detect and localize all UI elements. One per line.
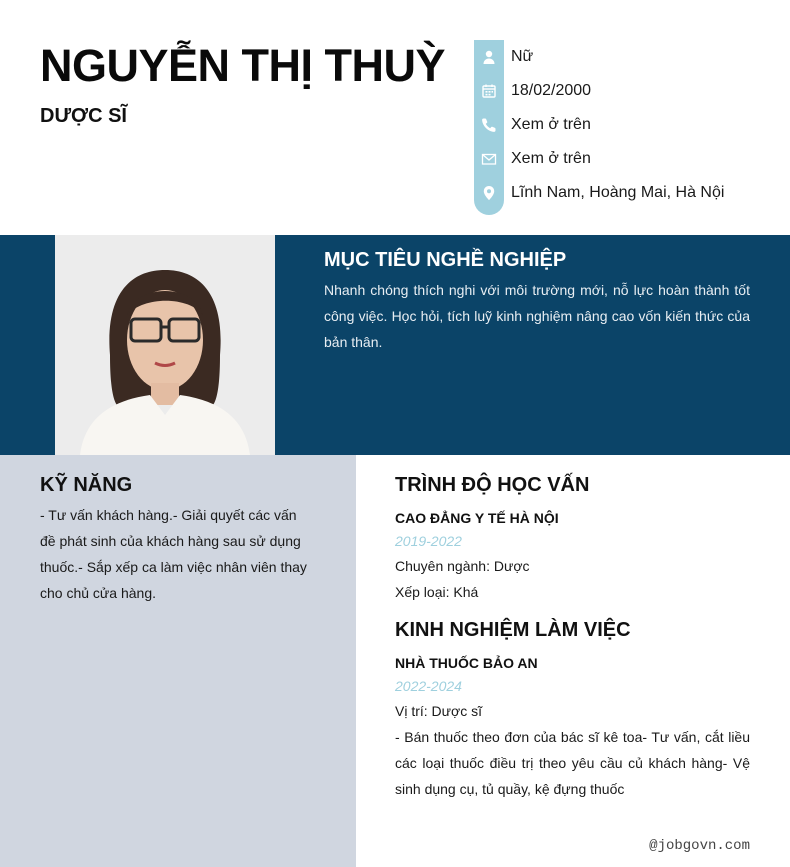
experience-heading: KINH NGHIỆM LÀM VIỆC	[395, 619, 631, 641]
watermark: @jobgovn.com	[649, 838, 750, 854]
info-gender	[474, 40, 533, 74]
experience-company: NHÀ THUỐC BẢO AN	[395, 655, 538, 671]
calendar-icon	[474, 74, 504, 108]
candidate-name: NGUYỄN THỊ THUỲ	[40, 40, 446, 91]
objective-heading: MỤC TIÊU NGHỀ NGHIỆP	[324, 249, 567, 271]
info-birthdate	[474, 74, 591, 108]
education-heading: TRÌNH ĐỘ HỌC VẤN	[395, 474, 590, 496]
info-email	[474, 142, 591, 176]
email-text: Xem ở trên	[511, 150, 591, 167]
experience-period: 2022-2024	[395, 678, 462, 694]
job-title: DƯỢC SĨ	[40, 105, 127, 127]
info-phone	[474, 108, 591, 142]
birthdate-text: 18/02/2000	[511, 82, 592, 99]
location-pin-icon	[474, 176, 504, 210]
education-grade: Xếp loại: Khá	[395, 584, 479, 600]
skills-text: - Tư vấn khách hàng.- Giải quyết các vấn đề phát sinh của khách hàng sau sử dụng thuốc.- Sắp xếp ca làm việc nhân viên thay cho chủ cửa hàng.	[40, 507, 307, 601]
address-text: Lĩnh Nam, Hoàng Mai, Hà Nội	[511, 184, 725, 201]
phone-text: Xem ở trên	[511, 116, 591, 133]
profile-photo	[55, 235, 275, 455]
experience-description: - Bán thuốc theo đơn của bác sĩ kê toa- Tư vấn, cắt liều các loại thuốc điều trị theo yêu cầu củ khách hàng- Vệ sinh dụng cụ, tủ quầy, kệ đựng thuốc	[395, 729, 750, 797]
gender-text: Nữ	[511, 48, 534, 65]
objective-text: Nhanh chóng thích nghi với môi trường mới, nỗ lực hoàn thành tốt công việc. Học hỏi, tích luỹ kinh nghiệm nâng cao vốn kiến thức của bản thân.	[324, 282, 750, 350]
mail-icon	[474, 142, 504, 176]
experience-position: Vị trí: Dược sĩ	[395, 703, 483, 719]
skills-heading: KỸ NĂNG	[40, 474, 133, 496]
phone-icon	[474, 108, 504, 142]
person-icon	[474, 40, 504, 74]
education-major: Chuyên ngành: Dược	[395, 558, 530, 574]
info-address	[474, 176, 724, 210]
education-school: CAO ĐẲNG Y TẾ HÀ NỘI	[395, 510, 559, 526]
education-period: 2019-2022	[395, 533, 462, 549]
